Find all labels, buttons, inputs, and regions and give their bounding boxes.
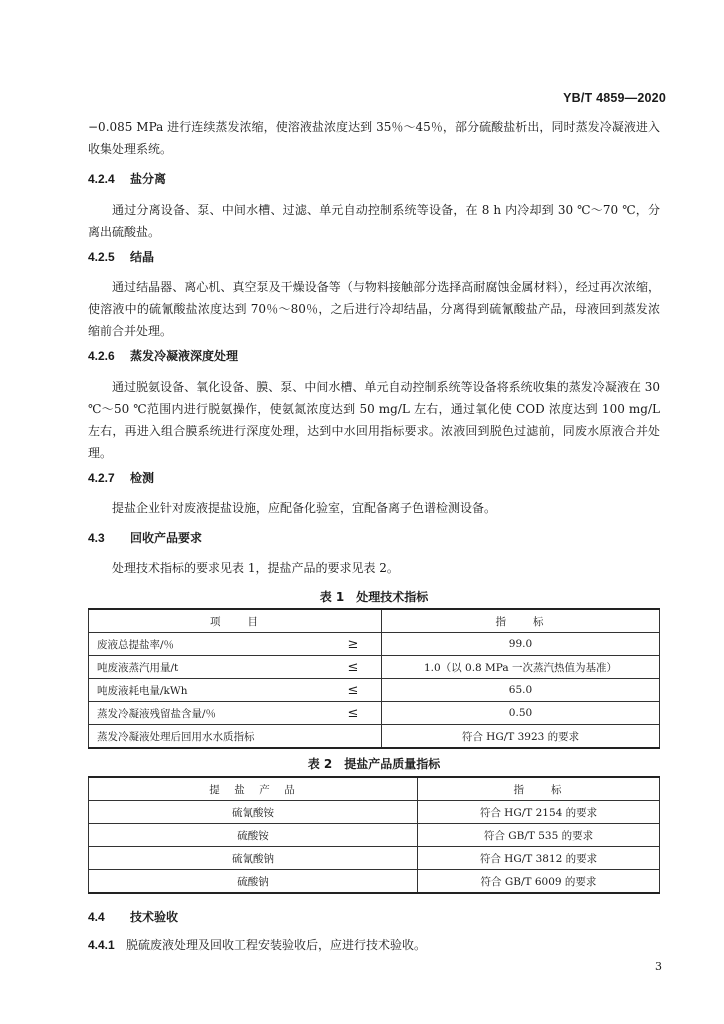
page-number: 3 <box>655 960 662 973</box>
value-cell: 符合 HG/T 3923 的要求 <box>382 725 660 749</box>
clause-4-4-1 <box>88 937 660 953</box>
section-number: 4.4 <box>88 910 105 924</box>
value-cell: 99.0 <box>382 633 660 656</box>
value-cell: 65.0 <box>382 679 660 702</box>
item-cell: 蒸发冷凝液残留盐含量/％ <box>89 702 326 725</box>
heading-4-2-5 <box>88 249 154 265</box>
table-row <box>89 801 660 824</box>
table1 <box>88 608 660 749</box>
value-cell: 符合 HG/T 2154 的要求 <box>418 801 660 824</box>
column-header: 提 盐 产 品 <box>89 777 418 801</box>
section-number: 4.3 <box>88 531 105 545</box>
table-row <box>89 870 660 894</box>
item-cell: 废液总提盐率/％ <box>89 633 326 656</box>
item-cell: 蒸发冷凝液处理后回用水水质指标 <box>89 725 326 749</box>
section-title: 检测 <box>130 471 155 485</box>
paragraph-continuation: −0.085 MPa 进行连续蒸发浓缩，使溶液盐浓度达到 35％～45％，部分硫酸盐析出，同时蒸发冷凝液进入收集处理系统。 <box>88 120 660 156</box>
heading-4-3 <box>88 530 202 546</box>
item-cell: 吨废液耗电量/kWh <box>89 679 326 702</box>
comparator-cell <box>325 725 382 749</box>
comparator-cell: ≤ <box>325 656 382 679</box>
table-row <box>89 679 660 702</box>
heading-4-2-7 <box>88 470 154 486</box>
column-header: 指 标 <box>382 609 660 633</box>
table-row <box>89 656 660 679</box>
paragraph-4-2-6: 通过脱氨设备、氧化设备、膜、泵、中间水槽、单元自动控制系统等设备将系统收集的蒸发冷凝液在 30 ℃～50 ℃范围内进行脱氨操作，使氨氮浓度达到 50 mg/L 左右，通过氧化使 COD 浓度达到 100 mg/L 左右，再进入组合膜系统进行深度处理，达到中水回用指标要求。浓液回到脱色过滤前，同废水原液合并处理。 <box>88 380 660 460</box>
column-header: 项 目 <box>89 609 382 633</box>
comparator-cell: ≥ <box>325 633 382 656</box>
value-cell: 0.50 <box>382 702 660 725</box>
value-cell: 符合 GB/T 535 的要求 <box>418 824 660 847</box>
section-number: 4.2.7 <box>88 471 115 485</box>
paragraph-4-2-5: 通过结晶器、离心机、真空泵及干燥设备等（与物料接触部分选择高耐腐蚀金属材料），经过再次浓缩，使溶液中的硫氰酸盐浓度达到 70％～80％，之后进行冷却结晶，分离得到硫氰酸盐产品，母液回到蒸发浓缩前合并处理。 <box>88 280 660 338</box>
table1-caption: 表 1 处理技术指标 <box>319 590 429 604</box>
value-cell: 1.0（以 0.8 MPa 一次蒸汽热值为基准） <box>382 656 660 679</box>
section-title: 蒸发冷凝液深度处理 <box>130 349 239 363</box>
product-cell: 硫酸铵 <box>89 824 418 847</box>
section-title: 技术验收 <box>130 910 179 924</box>
table-header-row <box>89 609 660 633</box>
table-row <box>89 702 660 725</box>
comparator-cell: ≤ <box>325 702 382 725</box>
table-row <box>89 633 660 656</box>
product-cell: 硫氰酸钠 <box>89 847 418 870</box>
section-number: 4.2.6 <box>88 349 115 363</box>
section-number: 4.4.1 <box>88 938 115 952</box>
table-row <box>89 824 660 847</box>
paragraph-4-2-7: 提盐企业针对废液提盐设施，应配备化验室，宜配备离子色谱检测设备。 <box>112 501 497 515</box>
table-row <box>89 725 660 749</box>
section-title: 回收产品要求 <box>130 531 203 545</box>
value-cell: 符合 HG/T 3812 的要求 <box>418 847 660 870</box>
section-number: 4.2.4 <box>88 172 115 186</box>
item-cell: 吨废液蒸汽用量/t <box>89 656 326 679</box>
table-header-row <box>89 777 660 801</box>
table2-caption: 表 2 提盐产品质量指标 <box>307 757 441 771</box>
product-cell: 硫酸钠 <box>89 870 418 894</box>
heading-4-4 <box>88 909 178 925</box>
section-title: 结晶 <box>130 250 155 264</box>
clause-text: 脱硫废液处理及回收工程安装验收后，应进行技术验收。 <box>126 938 427 952</box>
value-cell: 符合 GB/T 6009 的要求 <box>418 870 660 894</box>
paragraph-4-2-4: 通过分离设备、泵、中间水槽、过滤、单元自动控制系统等设备，在 8 h 内冷却到 30 ℃～70 ℃，分离出硫酸盐。 <box>88 203 660 239</box>
section-number: 4.2.5 <box>88 250 115 264</box>
comparator-cell: ≤ <box>325 679 382 702</box>
paragraph-4-3: 处理技术指标的要求见表 1，提盐产品的要求见表 2。 <box>112 561 399 575</box>
table-row <box>89 847 660 870</box>
standard-code: YB/T 4859—2020 <box>563 91 666 105</box>
product-cell: 硫氰酸铵 <box>89 801 418 824</box>
heading-4-2-4 <box>88 171 166 187</box>
section-title: 盐分离 <box>130 172 167 186</box>
table2 <box>88 776 660 894</box>
column-header: 指 标 <box>418 777 660 801</box>
heading-4-2-6 <box>88 348 238 364</box>
